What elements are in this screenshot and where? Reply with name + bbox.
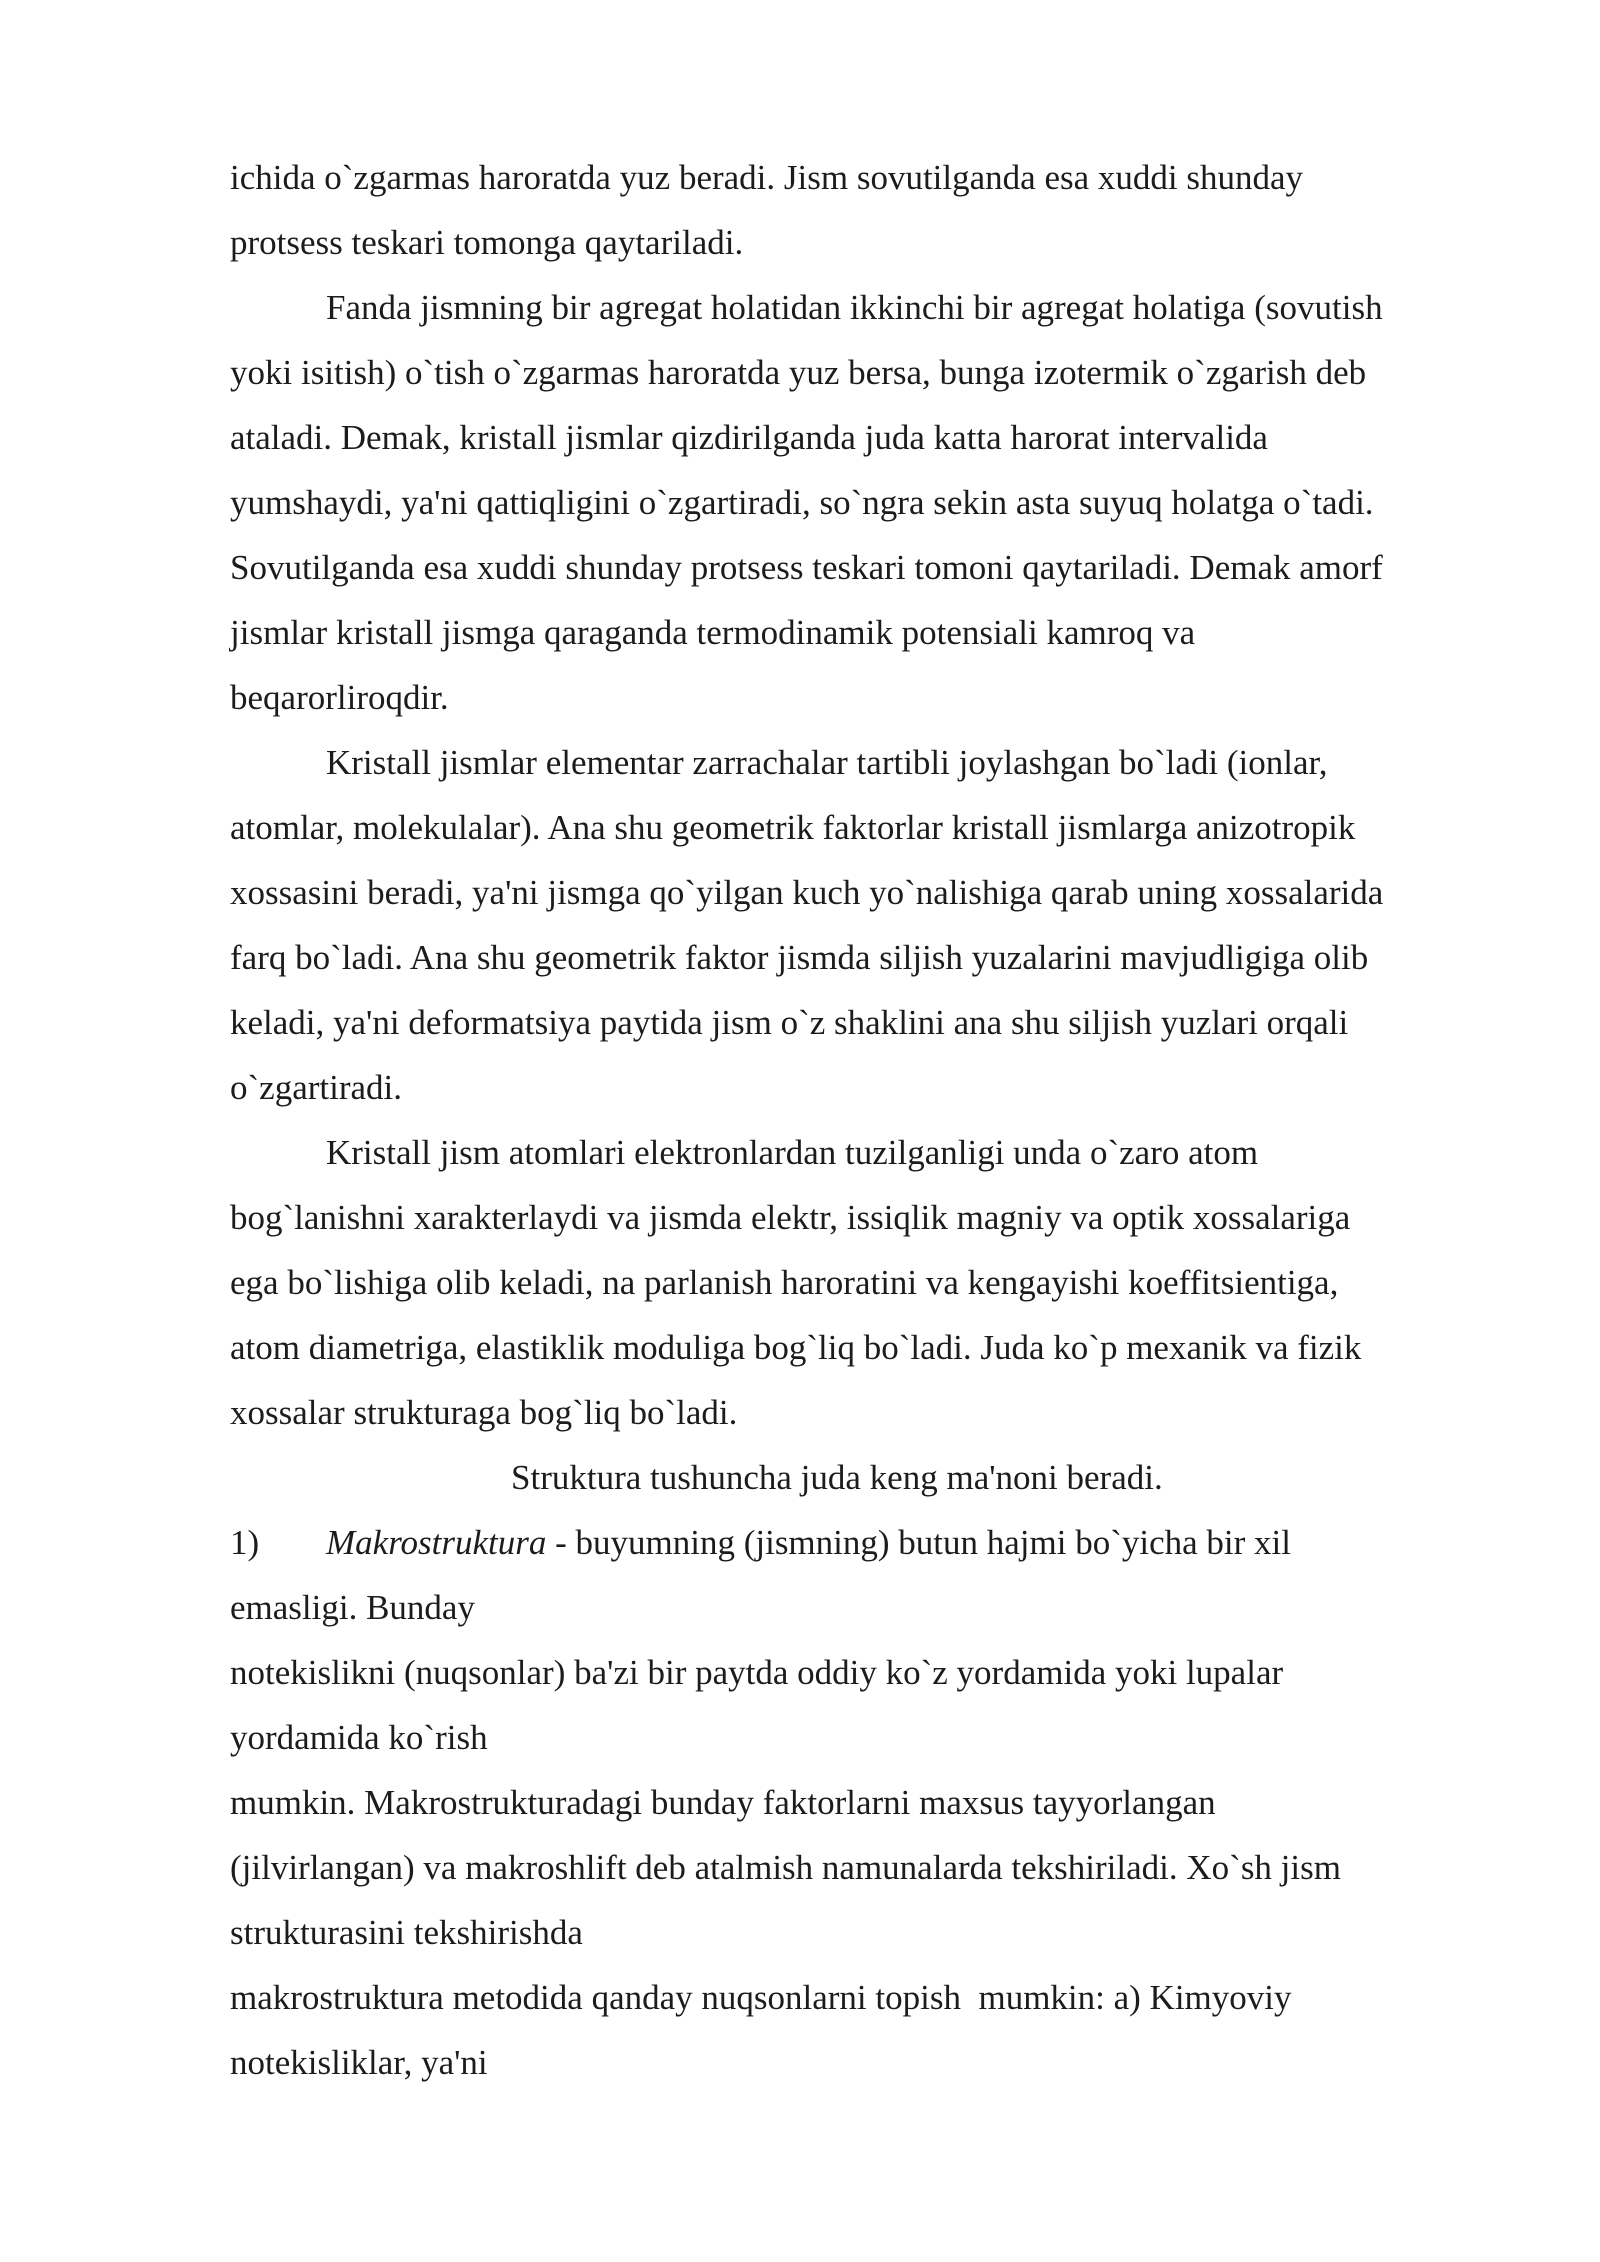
text-line: Sovutilganda esa xuddi shunday protsess teskari tomoni qaytariladi. Demak amorf [230,548,1383,587]
text-line: beqarorliroqdir. [230,678,449,717]
text-line: atom diametriga, elastiklik moduliga bog`liq bo`ladi. Juda ko`p mexanik va fizik [230,1328,1362,1367]
text-line: makrostruktura metodida qanday nuqsonlarni topish mumkin: a) Kimyoviy [230,1978,1292,2017]
list-item [230,1510,1490,1575]
text-line: jismlar kristall jismga qaraganda termodinamik potensiali kamroq va [230,613,1196,652]
list-number: 1) [230,1523,260,1562]
text-line: o`zgartiradi. [230,1068,402,1107]
text-line: yoki isitish) o`tish o`zgarmas haroratda yuz bersa, bunga izotermik o`zgarish deb [230,353,1367,392]
text-line: bog`lanishni xarakterlaydi va jismda elektr, issiqlik magniy va optik xossalariga [230,1198,1351,1237]
text-line: ichida o`zgarmas haroratda yuz beradi. Jism sovutilganda esa xuddi shunday [230,158,1304,197]
text-line: atomlar, molekulalar). Ana shu geometrik faktorlar kristall jismlarga anizotropik [230,808,1356,847]
text-line: emasligi. Bunday [230,1588,475,1627]
text-line: notekislikni (nuqsonlar) ba'zi bir paytda oddiy ko`z yordamida yoki lupalar [230,1653,1284,1692]
text-line: yumshaydi, ya'ni qattiqligini o`zgartiradi, so`ngra sekin asta suyuq holatga o`tadi. [230,483,1374,522]
paragraph-first-line: Kristall jism atomlari elektronlardan tuzilganligi unda o`zaro atom [326,1133,1259,1172]
paragraph-first-line: Fanda jismning bir agregat holatidan ikkinchi bir agregat holatiga (sovutish [326,288,1383,327]
text-line: protsess teskari tomonga qaytariladi. [230,223,744,262]
text-line: (jilvirlangan) va makroshlift deb atalmish namunalarda tekshiriladi. Xo`sh jism [230,1848,1341,1887]
centered-heading-line: Struktura tushuncha juda keng ma'noni beradi. [511,1458,1163,1497]
text-line: strukturasini tekshirishda [230,1913,583,1952]
text-line: ega bo`lishiga olib keladi, na parlanish haroratini va kengayishi koeffitsientiga, [230,1263,1339,1302]
text-line: xossalar strukturaga bog`liq bo`ladi. [230,1393,738,1432]
paragraph-first-line: Kristall jismlar elementar zarrachalar tartibli joylashgan bo`ladi (ionlar, [326,743,1328,782]
text-line: yordamida ko`rish [230,1718,488,1757]
text-line: farq bo`ladi. Ana shu geometrik faktor jismda siljish yuzalarini mavjudligiga olib [230,938,1369,977]
text-line: mumkin. Makrostrukturadagi bunday faktorlarni maxsus tayyorlangan [230,1783,1216,1822]
body-text [230,145,1490,2095]
text-line: ataladi. Demak, kristall jismlar qizdirilganda juda katta harorat intervalida [230,418,1268,457]
list-term: Makrostruktura [326,1523,547,1562]
text-line: notekisliklar, ya'ni [230,2043,488,2082]
text-line: keladi, ya'ni deformatsiya paytida jism o`z shaklini ana shu siljish yuzlari orqali [230,1003,1349,1042]
text-line: xossasini beradi, ya'ni jismga qo`yilgan kuch yo`nalishiga qarab uning xossalarida [230,873,1384,912]
list-item-text: - buyumning (jismning) butun hajmi bo`yicha bir xil [546,1523,1291,1562]
